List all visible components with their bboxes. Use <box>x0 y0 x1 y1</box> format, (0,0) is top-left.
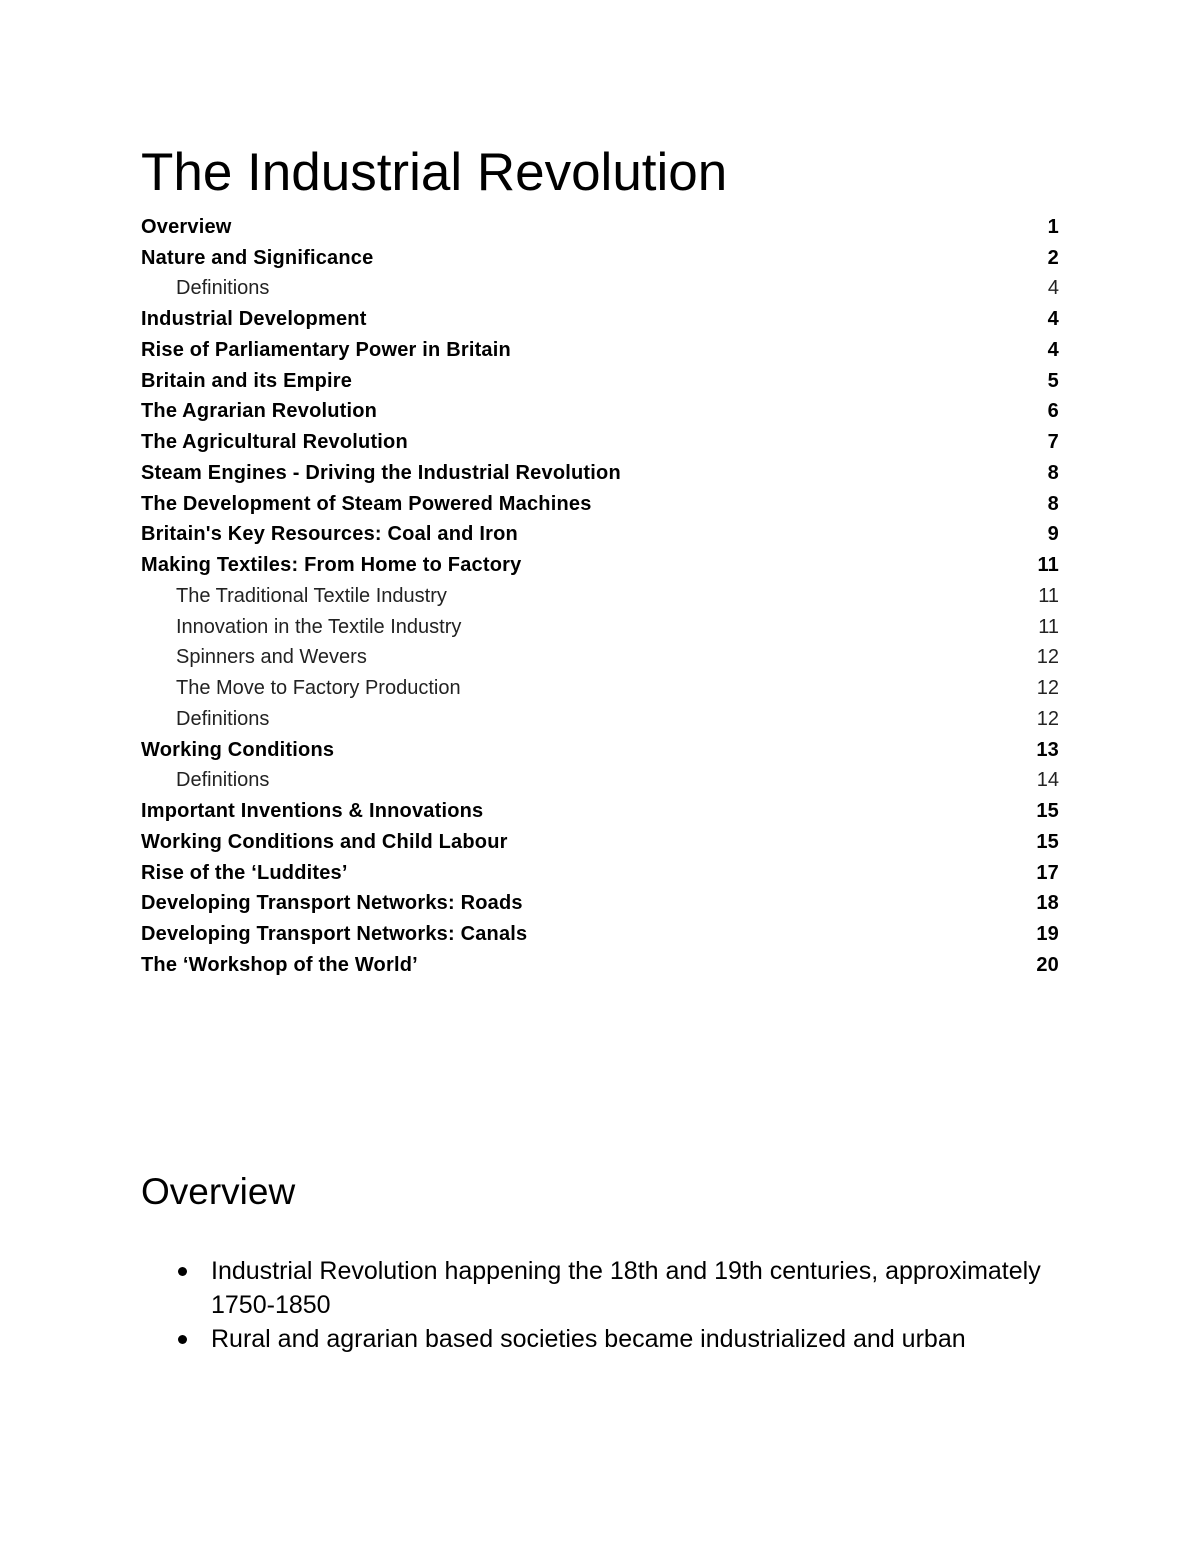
bullet-point-icon <box>178 1267 187 1276</box>
toc-entry[interactable] <box>141 458 1059 489</box>
toc-entry-label: The Agricultural Revolution <box>141 431 408 454</box>
toc-entry-label: Innovation in the Textile Industry <box>176 615 462 638</box>
toc-entry-page-number: 18 <box>1036 892 1059 915</box>
section-heading-overview: Overview <box>141 1171 296 1212</box>
toc-entry-label: Important Inventions & Innovations <box>141 800 484 823</box>
toc-entry-label: Developing Transport Networks: Roads <box>141 892 523 915</box>
toc-entry-label: Definitions <box>176 277 270 300</box>
toc-entry-label: Working Conditions and Child Labour <box>141 830 508 853</box>
toc-entry-label: The ‘Workshop of the World’ <box>141 953 418 976</box>
toc-entry[interactable] <box>141 673 1059 704</box>
toc-entry[interactable] <box>141 212 1059 243</box>
toc-entry-page-number: 4 <box>1047 338 1059 361</box>
overview-bullet-text: Rural and agrarian based societies became industrialized and urban <box>211 1325 966 1353</box>
toc-entry-label: Britain and its Empire <box>141 369 353 392</box>
toc-entry-page-number: 19 <box>1036 923 1059 946</box>
toc-entry-page-number: 9 <box>1047 523 1059 546</box>
toc-entry[interactable] <box>141 335 1059 366</box>
toc-entry[interactable] <box>141 274 1059 305</box>
toc-entry[interactable] <box>141 919 1059 950</box>
overview-bullet-item <box>141 1254 1059 1322</box>
toc-entry[interactable] <box>141 643 1059 674</box>
toc-entry-page-number: 20 <box>1036 953 1059 976</box>
toc-entry-page-number: 5 <box>1047 369 1059 392</box>
table-of-contents <box>141 212 1059 981</box>
toc-entry-page-number: 13 <box>1036 738 1059 761</box>
toc-entry[interactable] <box>141 550 1059 581</box>
toc-entry-label: Spinners and Wevers <box>176 646 367 669</box>
toc-entry-label: Overview <box>141 215 232 238</box>
toc-entry-label: The Agrarian Revolution <box>141 400 378 423</box>
toc-entry-page-number: 4 <box>1047 277 1059 300</box>
toc-entry[interactable] <box>141 427 1059 458</box>
toc-entry-label: Making Textiles: From Home to Factory <box>141 554 522 577</box>
toc-entry-page-number: 7 <box>1047 431 1059 454</box>
overview-bullet-text: Industrial Revolution happening the 18th and 19th centuries, approximately 1750-1850 <box>211 1257 1041 1319</box>
bullet-point-icon <box>178 1335 187 1344</box>
toc-entry-page-number: 11 <box>1038 584 1059 607</box>
toc-entry-page-number: 6 <box>1047 400 1059 423</box>
toc-entry[interactable] <box>141 581 1059 612</box>
toc-entry-page-number: 17 <box>1036 861 1059 884</box>
toc-entry[interactable] <box>141 827 1059 858</box>
toc-entry-page-number: 11 <box>1038 615 1059 638</box>
toc-entry[interactable] <box>141 397 1059 428</box>
toc-entry-page-number: 11 <box>1037 554 1059 577</box>
toc-entry-page-number: 12 <box>1036 646 1059 669</box>
toc-entry[interactable] <box>141 796 1059 827</box>
toc-entry[interactable] <box>141 366 1059 397</box>
toc-entry[interactable] <box>141 735 1059 766</box>
toc-entry[interactable] <box>141 489 1059 520</box>
toc-entry-label: The Traditional Textile Industry <box>176 584 447 607</box>
toc-entry-label: Industrial Development <box>141 308 367 331</box>
toc-entry[interactable] <box>141 243 1059 274</box>
toc-entry-label: The Move to Factory Production <box>176 677 461 700</box>
toc-entry-label: Working Conditions <box>141 738 335 761</box>
toc-entry-page-number: 8 <box>1047 461 1059 484</box>
toc-entry[interactable] <box>141 889 1059 920</box>
toc-entry-page-number: 2 <box>1047 246 1059 269</box>
toc-entry[interactable] <box>141 704 1059 735</box>
overview-bullet-list <box>141 1254 1059 1356</box>
document-page <box>141 0 1059 1553</box>
toc-entry-label: The Development of Steam Powered Machines <box>141 492 592 515</box>
toc-entry-label: Britain's Key Resources: Coal and Iron <box>141 523 518 546</box>
toc-entry[interactable] <box>141 766 1059 797</box>
toc-entry-label: Rise of the ‘Luddites’ <box>141 861 348 884</box>
toc-entry-page-number: 14 <box>1036 769 1059 792</box>
toc-entry-label: Nature and Significance <box>141 246 374 269</box>
toc-entry-label: Developing Transport Networks: Canals <box>141 923 528 946</box>
toc-entry-label: Definitions <box>176 769 270 792</box>
toc-entry-label: Steam Engines - Driving the Industrial Revolution <box>141 461 621 484</box>
document-title: The Industrial Revolution <box>141 143 728 202</box>
toc-entry[interactable] <box>141 858 1059 889</box>
overview-bullet-item <box>141 1322 1059 1356</box>
toc-entry-page-number: 15 <box>1036 830 1059 853</box>
toc-entry[interactable] <box>141 304 1059 335</box>
toc-entry[interactable] <box>141 612 1059 643</box>
toc-entry[interactable] <box>141 950 1059 981</box>
toc-entry-page-number: 12 <box>1036 707 1059 730</box>
toc-entry-page-number: 4 <box>1047 308 1059 331</box>
toc-entry-page-number: 8 <box>1047 492 1059 515</box>
toc-entry-label: Definitions <box>176 707 270 730</box>
toc-entry[interactable] <box>141 520 1059 551</box>
toc-entry-page-number: 12 <box>1036 677 1059 700</box>
toc-entry-label: Rise of Parliamentary Power in Britain <box>141 338 511 361</box>
toc-entry-page-number: 1 <box>1047 215 1059 238</box>
toc-entry-page-number: 15 <box>1036 800 1059 823</box>
